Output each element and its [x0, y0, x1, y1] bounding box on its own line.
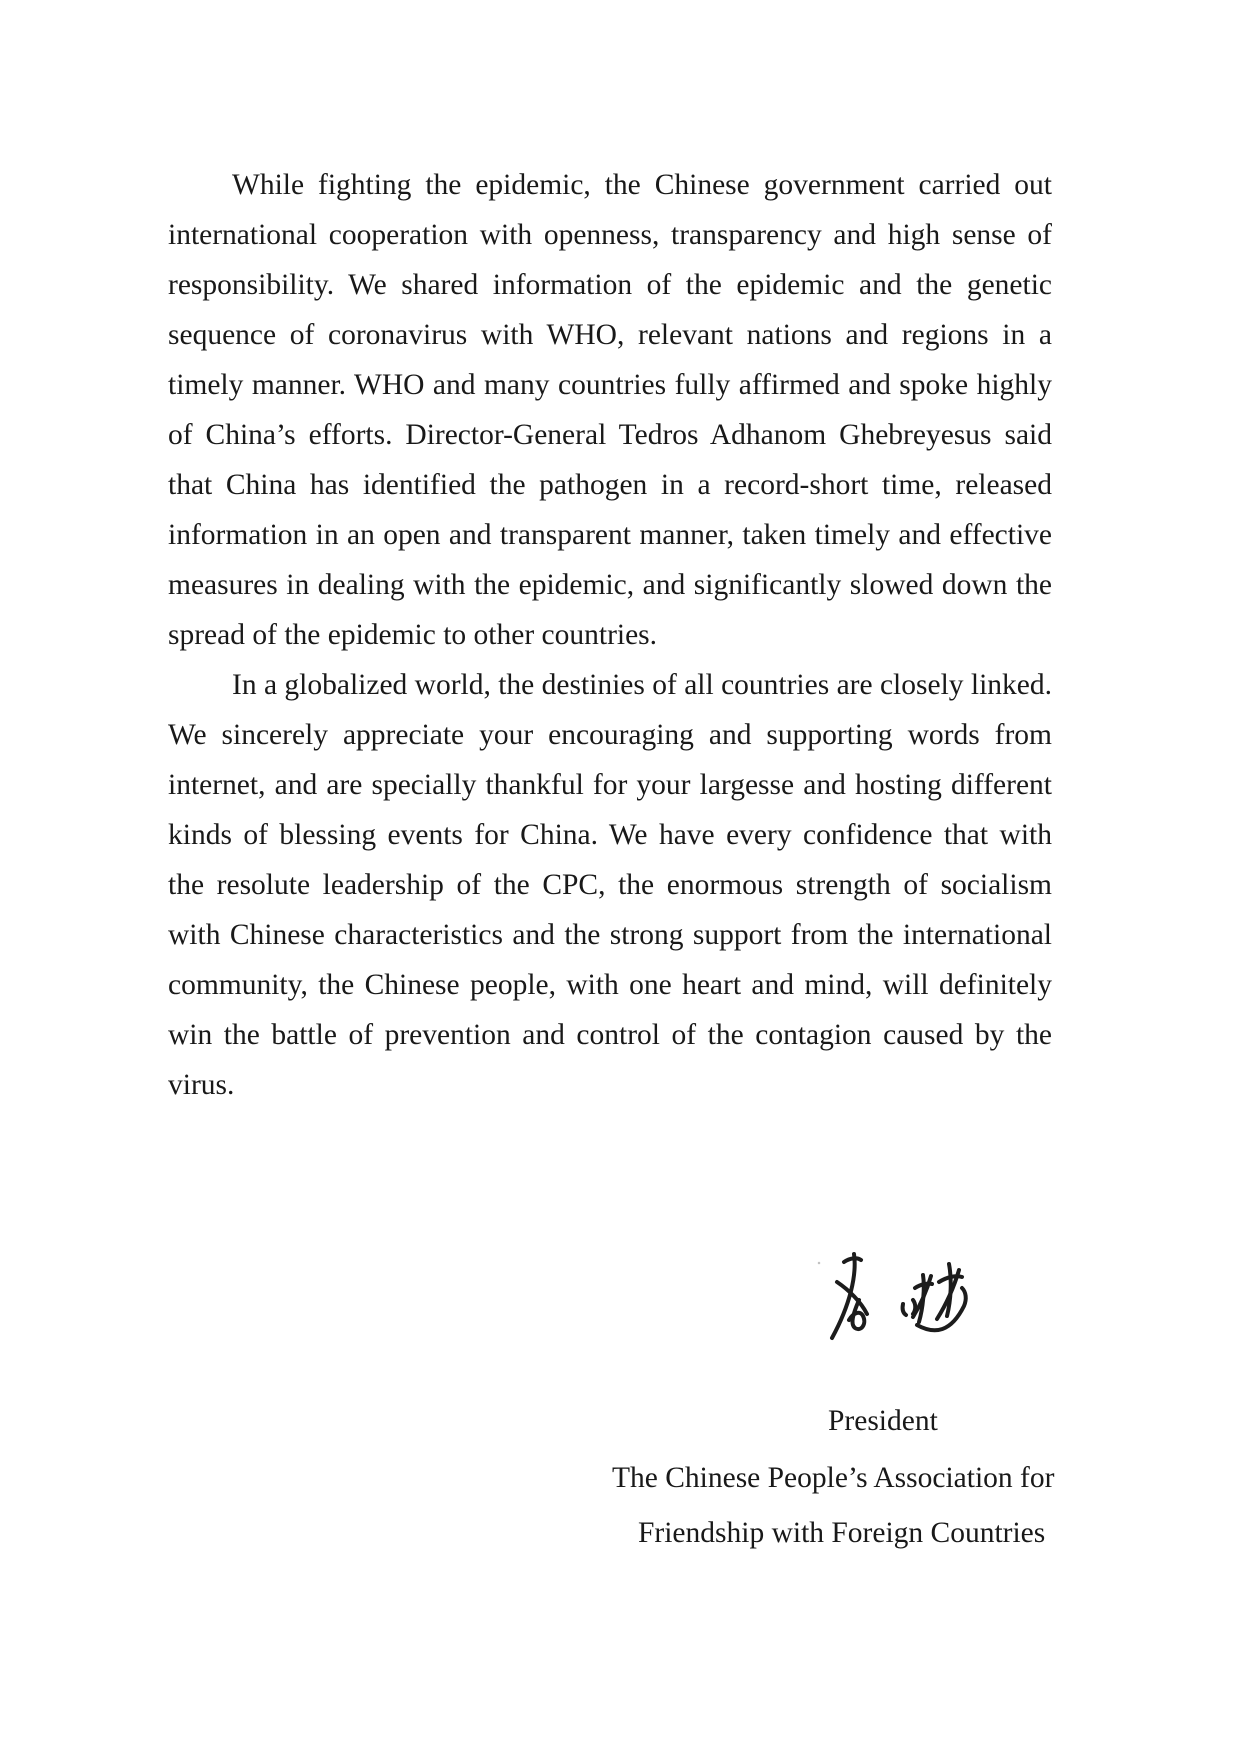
letter-text-line: with Chinese characteristics and the strong support from the international [168, 919, 1052, 951]
letter-text-line: timely manner. WHO and many countries fully affirmed and spoke highly [168, 369, 1052, 401]
letter-text-line: community, the Chinese people, with one heart and mind, will definitely [168, 969, 1052, 1001]
letter-text-line: virus. [168, 1069, 235, 1101]
letter-text-line: responsibility. We shared information of the epidemic and the genetic [168, 269, 1052, 301]
letter-text-line: of China’s efforts. Director-General Tedros Adhanom Ghebreyesus said [168, 419, 1052, 451]
letter-text-line: information in an open and transparent manner, taken timely and effective [168, 519, 1052, 551]
letter-text-line: measures in dealing with the epidemic, and significantly slowed down the [168, 569, 1052, 601]
signoff-organization-line2: Friendship with Foreign Countries [638, 1517, 1046, 1549]
letter-text-line: While fighting the epidemic, the Chinese government carried out [232, 169, 1052, 201]
letter-text-line: kinds of blessing events for China. We have every confidence that with [168, 819, 1052, 851]
letter-text-line: internet, and are specially thankful for your largesse and hosting different [168, 769, 1052, 801]
signature-image [815, 1240, 975, 1350]
letter-text-line: win the battle of prevention and control of the contagion caused by the [168, 1019, 1052, 1051]
letter-text-line: We sincerely appreciate your encouraging and supporting words from [168, 719, 1052, 751]
letter-text-line: that China has identified the pathogen in a record-short time, released [168, 469, 1052, 501]
signoff-organization-line1: The Chinese People’s Association for [612, 1462, 1055, 1494]
letter-text-line: sequence of coronavirus with WHO, relevant nations and regions in a [168, 319, 1052, 351]
letter-text-line: In a globalized world, the destinies of all countries are closely linked. [232, 669, 1053, 701]
handwritten-signature [815, 1240, 975, 1350]
signoff-title: President [828, 1405, 938, 1437]
letter-text-line: international cooperation with openness, transparency and high sense of [168, 219, 1052, 251]
letter-text-line: the resolute leadership of the CPC, the enormous strength of socialism [168, 869, 1052, 901]
letter-text-line: spread of the epidemic to other countries. [168, 619, 658, 651]
letter-body-text [168, 160, 1052, 1110]
